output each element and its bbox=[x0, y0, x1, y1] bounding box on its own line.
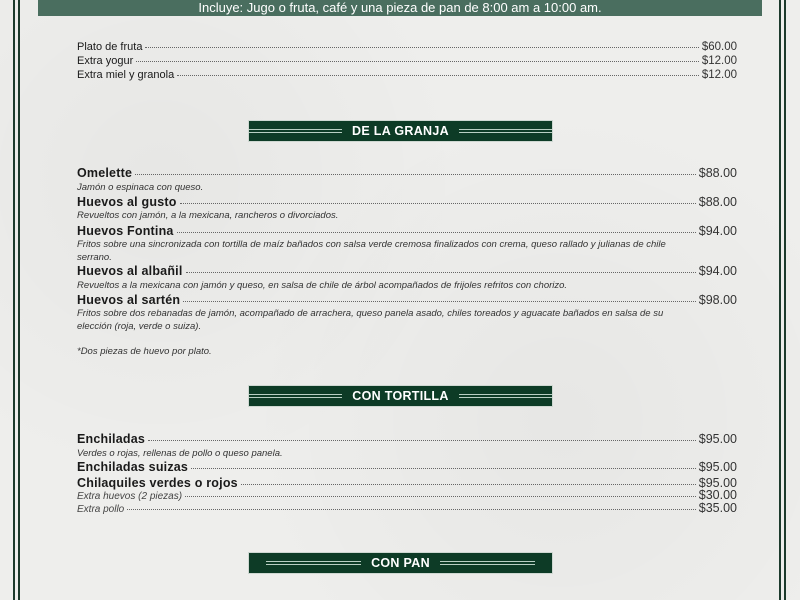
banner-text: Incluye: Jugo o fruta, café y una pieza de pan de 8:00 am a 10:00 am. bbox=[198, 0, 602, 15]
menu-item bbox=[77, 432, 737, 446]
menu-item bbox=[77, 224, 737, 238]
section-header-de-la-granja bbox=[248, 120, 553, 142]
section-header-con-tortilla bbox=[248, 385, 553, 407]
menu-item-name: Huevos al sartén bbox=[77, 293, 181, 307]
dotted-leader bbox=[185, 496, 696, 497]
menu-item-price: $12.00 bbox=[701, 69, 737, 81]
decorative-rule bbox=[249, 394, 342, 398]
menu-item-description: Revueltos con jamón, a la mexicana, rancheros o divorciados. bbox=[77, 210, 339, 221]
menu-item-name: Plato de fruta bbox=[77, 41, 143, 53]
menu-item-price: $95.00 bbox=[698, 432, 737, 446]
menu-item-name: Extra yogur bbox=[77, 55, 134, 67]
menu-item-name: Omelette bbox=[77, 166, 133, 180]
decorative-rule bbox=[459, 129, 552, 133]
menu-item-name: Extra huevos (2 piezas) bbox=[77, 491, 183, 502]
menu-item bbox=[77, 69, 737, 81]
page-border-right bbox=[779, 0, 786, 600]
breakfast-includes-banner bbox=[38, 0, 762, 16]
menu-item-price: $60.00 bbox=[701, 41, 737, 53]
dotted-leader bbox=[191, 468, 696, 469]
menu-item-description: Verdes o rojas, rellenas de pollo o queso panela. bbox=[77, 448, 283, 459]
menu-item-name: Huevos al albañil bbox=[77, 264, 183, 278]
menu-item-price: $30.00 bbox=[698, 488, 737, 502]
menu-item-description: Revueltos a la mexicana con jamón y queso, en salsa de chile de árbol acompañados de frijoles refritos con chorizo. bbox=[77, 280, 568, 291]
menu-item-name: Enchiladas suizas bbox=[77, 460, 189, 474]
section-title: CON PAN bbox=[371, 556, 430, 570]
dotted-leader bbox=[145, 47, 698, 48]
menu-item bbox=[77, 293, 737, 307]
menu-item-description: Fritos sobre dos rebanadas de jamón, acompañado de arrachera, queso panela asado, chiles toreados y aguacate bañados en salsa de su elección (roja, verde o suiza). bbox=[77, 308, 664, 332]
menu-item-price: $94.00 bbox=[698, 264, 737, 278]
decorative-rule bbox=[459, 394, 552, 398]
menu-item bbox=[77, 501, 737, 515]
section-note: *Dos piezas de huevo por plato. bbox=[77, 346, 212, 357]
menu-item-price: $12.00 bbox=[701, 55, 737, 67]
menu-item-name: Chilaquiles verdes o rojos bbox=[77, 476, 238, 490]
menu-item-name: Extra miel y granola bbox=[77, 69, 175, 81]
page-border-left bbox=[13, 0, 20, 600]
menu-item-price: $95.00 bbox=[698, 460, 737, 474]
decorative-rule bbox=[440, 561, 535, 565]
dotted-leader bbox=[180, 203, 696, 204]
menu-item-price: $95.00 bbox=[698, 476, 737, 490]
decorative-rule bbox=[249, 129, 342, 133]
menu-item-description: Fritos sobre una sincronizada con tortilla de maíz bañados con salsa verde cremosa finalizados con crema, queso rallado y julianas de chile serrano. bbox=[77, 239, 666, 263]
menu-item-price: $88.00 bbox=[698, 166, 737, 180]
menu-item bbox=[77, 264, 737, 278]
menu-item-price: $94.00 bbox=[698, 224, 737, 238]
menu-item-name: Extra pollo bbox=[77, 504, 125, 515]
menu-item bbox=[77, 460, 737, 474]
menu-item-price: $35.00 bbox=[698, 501, 737, 515]
dotted-leader bbox=[136, 61, 699, 62]
menu-item bbox=[77, 41, 737, 53]
dotted-leader bbox=[127, 509, 696, 510]
menu-item-name: Huevos Fontina bbox=[77, 224, 174, 238]
section-header-con-pan bbox=[248, 552, 553, 574]
dotted-leader bbox=[241, 484, 696, 485]
dotted-leader bbox=[148, 440, 696, 441]
dotted-leader bbox=[177, 75, 699, 76]
menu-item-price: $98.00 bbox=[698, 293, 737, 307]
dotted-leader bbox=[183, 301, 696, 302]
dotted-leader bbox=[177, 232, 696, 233]
menu-item-name: Huevos al gusto bbox=[77, 195, 177, 209]
menu-item bbox=[77, 55, 737, 67]
menu-item-price: $88.00 bbox=[698, 195, 737, 209]
decorative-rule bbox=[266, 561, 361, 565]
section-title: DE LA GRANJA bbox=[352, 124, 449, 138]
menu-item bbox=[77, 195, 737, 209]
menu-item-name: Enchiladas bbox=[77, 432, 145, 446]
menu-item bbox=[77, 166, 737, 180]
dotted-leader bbox=[135, 174, 696, 175]
section-title: CON TORTILLA bbox=[352, 389, 449, 403]
menu-item-description: Jamón o espinaca con queso. bbox=[77, 182, 204, 193]
menu-item bbox=[77, 488, 737, 502]
dotted-leader bbox=[186, 272, 696, 273]
